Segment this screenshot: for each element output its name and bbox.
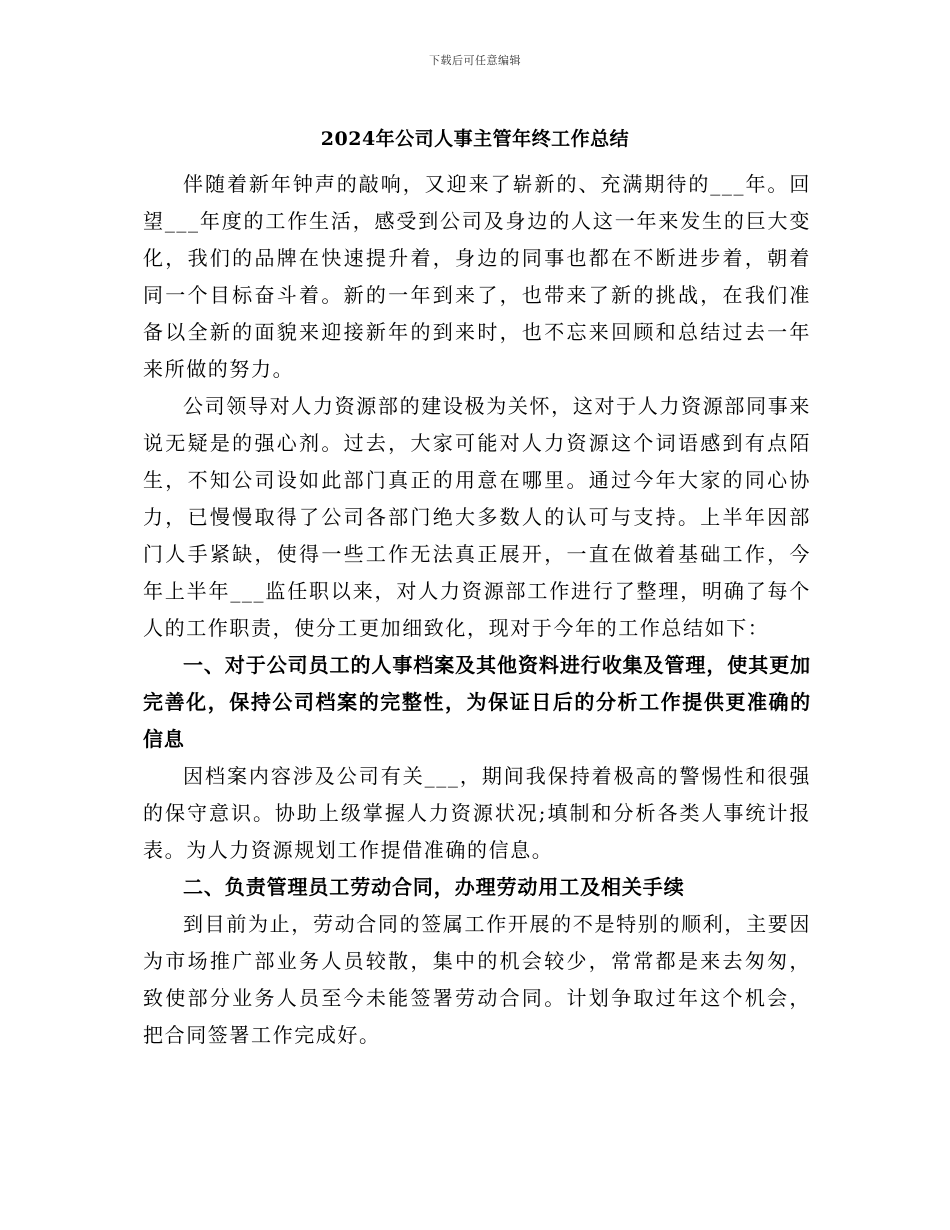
section-heading-1: 一、对于公司员工的人事档案及其他资料进行收集及管理，使其更加完善化，保持公司档案的完整性，为保证日后的分析工作提供更准确的信息 (143, 653, 811, 751)
section-heading-2: 二、负责管理员工劳动合同，办理劳动用工及相关手续 (183, 875, 685, 899)
document-title: 2024年公司人事主管年终工作总结 (320, 128, 630, 150)
document-body (143, 166, 811, 1054)
paragraph-intro: 伴随着新年钟声的敲响，又迎来了崭新的、充满期待的___年。回望___年度的工作生活，感受到公司及身边的人这一年来发生的巨大变化，我们的品牌在快速提升着，身边的同事也都在不断进步着，朝着同一个目标奋斗着。新的一年到来了，也带来了新的挑战，在我们准备以全新的面貌来迎接新年的到来时，也不忘来回顾和总结过去一年来所做的努力。 (143, 172, 811, 381)
paragraph-archives: 因档案内容涉及公司有关___，期间我保持着极高的警惕性和很强的保守意识。协助上级掌握人力资源状况;填制和分析各类人事统计报表。为人力资源规划工作提借准确的信息。 (143, 764, 811, 862)
page-header-note: 下载后可任意编辑 (429, 54, 521, 67)
paragraph-department: 公司领导对人力资源部的建设极为关怀，这对于人力资源部同事来说无疑是的强心剂。过去，大家可能对人力资源这个词语感到有点陌生，不知公司设如此部门真正的用意在哪里。通过今年大家的同心协力，已慢慢取得了公司各部门绝大多数人的认可与支持。上半年因部门人手紧缺，使得一些工作无法真正展开，一直在做着基础工作，今年上半年___监任职以来，对人力资源部工作进行了整理，明确了每个人的工作职责，使分工更加细致化，现对于今年的工作总结如下： (143, 394, 811, 640)
paragraph-contracts: 到目前为止，劳动合同的签属工作开展的不是特别的顺利，主要因为市场推广部业务人员较散，集中的机会较少，常常都是来去匆匆，致使部分业务人员至今未能签署劳动合同。计划争取过年这个机会，把合同签署工作完成好。 (143, 912, 811, 1047)
